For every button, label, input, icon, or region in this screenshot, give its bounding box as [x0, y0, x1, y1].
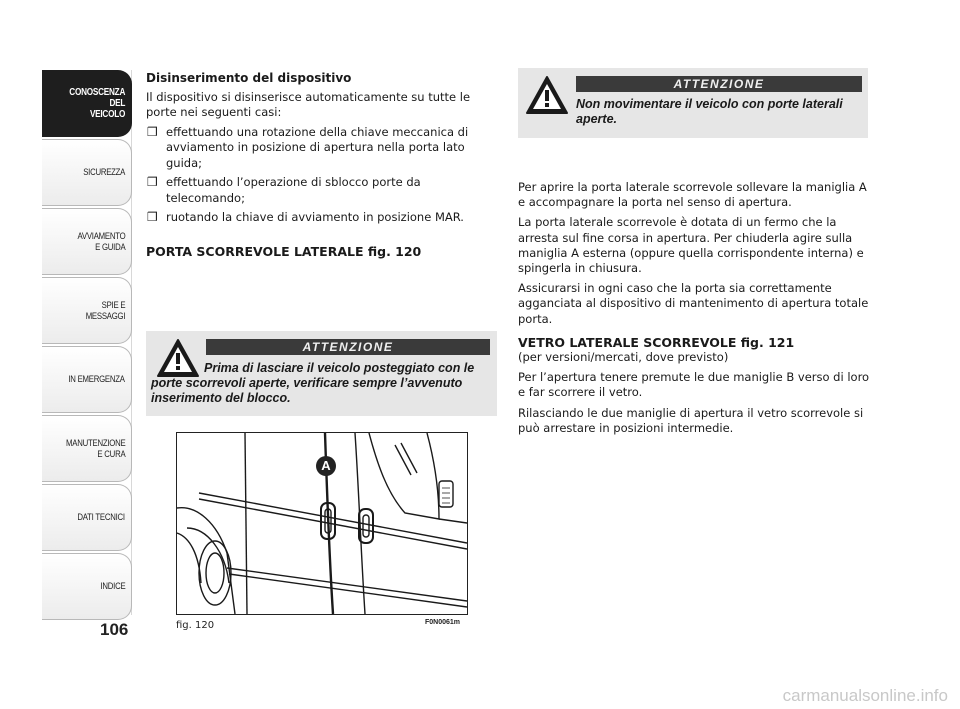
tab-label: DATI TECNICI — [77, 512, 125, 523]
page-number: 106 — [100, 620, 129, 639]
warning-text: Prima di lasciare il veicolo posteggiato con le porte scorrevoli aperte, verificare sempre l’avvenuto inserimento del blocco. — [151, 361, 475, 405]
figure-caption: fig. 120 — [176, 620, 215, 631]
watermark: carmanualsonline.info — [782, 686, 948, 705]
tab-label: SPIE E MESSAGGI — [85, 299, 125, 322]
section-title: Disinserimento del dispositivo — [146, 71, 352, 85]
paragraph: Assicurarsi in ogni caso che la porta sia correttamente agganciata al dispositivo di mantenimento di apertura totale porta. — [518, 281, 869, 326]
right-column — [518, 180, 870, 441]
section-heading: PORTA SCORREVOLE LATERALE fig. 120 — [146, 243, 422, 259]
callout-a-badge: A — [316, 456, 336, 476]
list-item: ❒ effettuando una rotazione della chiave meccanica di avviamento in posizione di apertura nella porta lato guida; — [147, 124, 469, 170]
tab-dati-tecnici[interactable] — [42, 484, 132, 551]
paragraph: Rilasciando le due maniglie di apertura il vetro scorrevole si può arrestare in posizioni intermedie. — [518, 405, 864, 435]
list-item: ❒ effettuando l’operazione di sblocco porte da telecomando; — [147, 175, 421, 205]
tab-spie-e-messaggi[interactable] — [42, 277, 132, 344]
warning-triangle-icon — [525, 75, 569, 115]
warning-text: Non movimentare il veicolo con porte laterali aperte. — [576, 97, 843, 126]
checkbox-bullet-icon: ❒ — [147, 124, 158, 139]
tab-label: SICUREZZA — [83, 167, 125, 178]
warning-box — [518, 68, 868, 138]
figure-sliding-door — [176, 432, 468, 615]
paragraph: La porta laterale scorrevole è dotata di un fermo che la arresta sul fine corsa in apertura. Per chiuderla agire sulla maniglia A esterna (oppure quella corrispondente interna) e spingerla in chiusura. — [518, 215, 864, 276]
paragraph: Per l’apertura tenere premute le due maniglie B verso di loro e far scorrere il vetro. — [518, 370, 870, 400]
tab-avviamento-e-guida[interactable] — [42, 208, 132, 275]
list-item: ❒ ruotando la chiave di avviamento in posizione MAR. — [147, 210, 464, 224]
warning-label: ATTENZIONE — [576, 76, 862, 92]
intro-paragraph: Il dispositivo si disinserisce automaticamente su tutte le porte nei seguenti casi: — [146, 89, 471, 119]
checkbox-bullet-icon: ❒ — [147, 210, 158, 224]
section-heading: VETRO LATERALE SCORREVOLE fig. 121 — [518, 334, 795, 350]
chapter-tabs — [42, 70, 132, 622]
tab-in-emergenza[interactable] — [42, 346, 132, 413]
warning-box — [146, 331, 497, 416]
figure-code: F0N0061m — [425, 619, 461, 626]
tab-label: AVVIAMENTO E GUIDA — [77, 230, 125, 253]
subheading: (per versioni/mercati, dove previsto) — [518, 350, 729, 365]
bullet-list — [146, 125, 496, 226]
tab-indice[interactable] — [42, 553, 132, 620]
paragraph: Per aprire la porta laterale scorrevole sollevare la maniglia A e accompagnare la porta nel senso di apertura. — [518, 180, 867, 210]
warning-label: ATTENZIONE — [206, 339, 490, 355]
checkbox-bullet-icon: ❒ — [147, 175, 158, 189]
tab-label: IN EMERGENZA — [68, 374, 125, 385]
left-column — [146, 71, 496, 259]
tab-manutenzione-e-cura[interactable] — [42, 415, 132, 482]
tab-label: CONOSCENZA DEL VEICOLO — [69, 87, 125, 120]
tab-label: MANUTENZIONE E CURA — [65, 437, 125, 460]
tab-sicurezza[interactable] — [42, 139, 132, 206]
tab-label: INDICE — [100, 581, 125, 592]
tab-conoscenza-del-veicolo[interactable] — [42, 70, 132, 137]
